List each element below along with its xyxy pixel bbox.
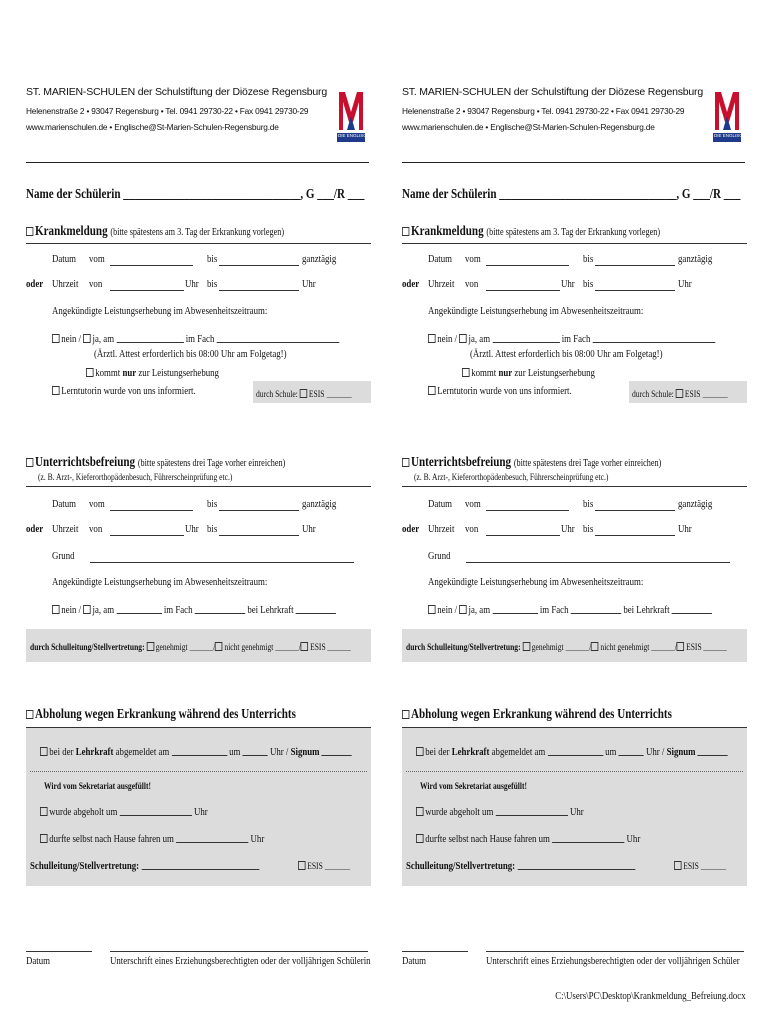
label-ganztaegig: ganztägig [302,499,337,510]
checkbox-nicht-genehmigt[interactable] [215,642,223,651]
label-von: von [465,524,479,535]
signature-date-line[interactable] [402,951,468,952]
checkbox-nein[interactable] [428,605,436,614]
school-address: Helenenstraße 2 • 93047 Regensburg • Tel. 0941 29730-22 • Fax 0941 29730-29 [402,106,685,116]
checkbox-esis[interactable] [298,861,306,870]
school-name: ST. MARIEN-SCHULEN der Schulstiftung der Diözese Regensburg [26,86,327,98]
label-datum-signature: Datum [26,956,51,967]
attest-note: (Ärztl. Attest erforderlich bis 08:00 Uhr am Folgetag!) [470,349,663,360]
field-datum-bis[interactable] [219,256,299,266]
label-angekuendigt: Angekündigte Leistungserhebung im Abwesenheitszeitraum: [52,306,268,317]
label-angekuendigt: Angekündigte Leistungserhebung im Abwesenheitszeitraum: [52,577,268,588]
checkbox-abgeholt[interactable] [416,807,424,816]
unterricht-sub: (z. B. Arzt-, Kieferorthopädenbesuch, Führerscheinprüfung etc.) [38,472,233,482]
checkbox-esis[interactable] [676,389,684,398]
label-vom: vom [465,254,481,265]
field-datum-vom[interactable] [486,256,569,266]
label-bis: bis [207,499,218,510]
school-address: Helenenstraße 2 • 93047 Regensburg • Tel. 0941 29730-22 • Fax 0941 29730-29 [26,106,309,116]
label-bis: bis [207,279,218,290]
label-datum-signature: Datum [402,956,427,967]
label-uhr: Uhr [678,524,692,535]
sekretariat-note: Wird vom Sekretariat ausgefüllt! [420,781,528,791]
label-oder: oder [26,279,44,290]
row-lerntutorin: Lerntutorin wurde von uns informiert. [52,386,196,397]
label-von: von [89,279,103,290]
label-unterschrift: Unterschrift eines Erziehungsberechtigten oder der volljährigen Schülerin [110,956,371,967]
row-durfte: durfte selbst nach Hause fahren um Uhr [416,833,640,845]
label-bis: bis [583,279,594,290]
signature-line[interactable] [486,951,744,952]
label-ganztaegig: ganztägig [678,254,713,265]
label-uhr: Uhr [561,279,575,290]
krankmeldung-title[interactable]: Krankmeldung (bitte spätestens am 3. Tag der Erkrankung vorlegen) [26,223,284,239]
checkbox-genehmigt[interactable] [146,642,154,651]
label-vom: vom [465,499,481,510]
field-datum-bis[interactable] [595,256,675,266]
checkbox-lerntutorin[interactable] [52,386,60,395]
row-nein-ja: nein / ja, am im Fach [428,333,715,345]
row-approval: durch Schulleitung/Stellvertretung: genehmigt / nicht genehmigt / ESIS [30,641,351,652]
krankmeldung-checkbox[interactable] [402,227,409,236]
row-kommt: kommt nur zur Leistungserhebung [86,368,219,379]
field-grund[interactable] [90,553,354,563]
field-datum-vom[interactable] [486,501,569,511]
checkbox-lehrkraft[interactable] [40,747,48,756]
row-nein-ja: nein / ja, am im Fach bei Lehrkraft [428,604,712,616]
unterricht-checkbox[interactable] [402,458,409,467]
name-line[interactable]: Name der Schülerin ________________________________, G ___/R ___ [26,186,365,201]
checkbox-esis[interactable] [674,861,682,870]
label-bis: bis [583,254,594,265]
field-uhr-bis[interactable] [595,281,675,291]
label-grund: Grund [52,551,75,562]
signature-date-line[interactable] [26,951,92,952]
name-line[interactable]: Name der Schülerin ________________________________, G ___/R ___ [402,186,741,201]
checkbox-ja[interactable] [83,605,91,614]
row-durch-schule: durch Schule: ESIS [632,388,728,399]
unterricht-sub: (z. B. Arzt-, Kieferorthopädenbesuch, Führerscheinprüfung etc.) [414,472,609,482]
logo-text: DIE ENGLISCHEN [714,133,753,138]
row-lerntutorin: Lerntutorin wurde von uns informiert. [428,386,572,397]
checkbox-ja[interactable] [459,334,467,343]
school-logo [713,86,753,142]
checkbox-esis[interactable] [301,642,309,651]
school-web: www.marienschulen.de • Englische@St-Marien-Schulen-Regensburg.de [26,122,279,132]
divider [402,243,747,244]
checkbox-nein[interactable] [52,605,60,614]
row-lehrkraft: bei der Lehrkraft abgemeldet am um Uhr / Signum [416,746,728,758]
field-datum-bis[interactable] [595,501,675,511]
checkbox-abgeholt[interactable] [40,807,48,816]
divider [402,486,747,487]
label-bis: bis [583,499,594,510]
label-uhr: Uhr [561,524,575,535]
label-oder: oder [402,279,420,290]
label-bis: bis [207,524,218,535]
label-von: von [89,524,103,535]
unterricht-title[interactable]: Unterrichtsbefreiung (bitte spätestens drei Tage vorher einreichen) [402,454,661,470]
row-lehrkraft: bei der Lehrkraft abgemeldet am um Uhr / Signum [40,746,352,758]
row-esis: ESIS [298,860,350,871]
dotted-separator [406,771,743,772]
divider [26,486,371,487]
checkbox-genehmigt[interactable] [522,642,530,651]
label-datum: Datum [428,254,453,265]
logo-text: DIE ENGLISCHEN [338,133,377,138]
header-rule [402,162,745,163]
field-datum-vom[interactable] [110,501,193,511]
label-uhrzeit: Uhrzeit [52,279,79,290]
field-datum-bis[interactable] [219,501,299,511]
krankmeldung-title[interactable]: Krankmeldung (bitte spätestens am 3. Tag der Erkrankung vorlegen) [402,223,660,239]
label-vom: vom [89,499,105,510]
label-uhr: Uhr [185,279,199,290]
label-bis: bis [583,524,594,535]
row-abgeholt: wurde abgeholt um Uhr [416,806,584,818]
checkbox-ja[interactable] [83,334,91,343]
label-ganztaegig: ganztägig [678,499,713,510]
abholung-title[interactable]: Abholung wegen Erkrankung während des Unterrichts [402,706,672,722]
row-abgeholt: wurde abgeholt um Uhr [40,806,208,818]
row-durch-schule: durch Schule: ESIS [256,388,352,399]
signature-line[interactable] [110,951,368,952]
field-uhr-von[interactable] [486,526,560,536]
row-nein-ja: nein / ja, am im Fach [52,333,339,345]
abholung-checkbox[interactable] [402,710,409,719]
label-uhr: Uhr [302,524,316,535]
field-datum-vom[interactable] [110,256,193,266]
field-uhr-bis[interactable] [219,526,299,536]
label-von: von [465,279,479,290]
attest-note: (Ärztl. Attest erforderlich bis 08:00 Uhr am Folgetag!) [94,349,287,360]
label-angekuendigt: Angekündigte Leistungserhebung im Abwesenheitszeitraum: [428,577,644,588]
abholung-title[interactable]: Abholung wegen Erkrankung während des Unterrichts [26,706,296,722]
checkbox-nein[interactable] [428,334,436,343]
file-path-footer: C:\Users\PC\Desktop\Krankmeldung_Befreiung.docx [555,991,746,1002]
school-web: www.marienschulen.de • Englische@St-Marien-Schulen-Regensburg.de [402,122,655,132]
checkbox-durfte[interactable] [416,834,424,843]
field-uhr-bis[interactable] [219,281,299,291]
label-uhrzeit: Uhrzeit [52,524,79,535]
label-bis: bis [207,254,218,265]
label-vom: vom [89,254,105,265]
label-ganztaegig: ganztägig [302,254,337,265]
abholung-checkbox[interactable] [26,710,33,719]
unterricht-checkbox[interactable] [26,458,33,467]
field-uhr-bis[interactable] [595,526,675,536]
label-uhrzeit: Uhrzeit [428,279,455,290]
label-oder: oder [26,524,44,535]
form-left [26,0,377,1024]
krankmeldung-checkbox[interactable] [26,227,33,236]
row-nein-ja: nein / ja, am im Fach bei Lehrkraft [52,604,336,616]
checkbox-esis[interactable] [677,642,685,651]
checkbox-lehrkraft[interactable] [416,747,424,756]
label-uhr: Uhr [302,279,316,290]
label-unterschrift: Unterschrift eines Erziehungsberechtigten oder der volljährigen Schüler [486,956,740,967]
label-angekuendigt: Angekündigte Leistungserhebung im Abwesenheitszeitraum: [428,306,644,317]
field-grund[interactable] [466,553,730,563]
checkbox-kommt[interactable] [86,368,94,377]
checkbox-nicht-genehmigt[interactable] [591,642,599,651]
label-datum: Datum [428,499,453,510]
row-durfte: durfte selbst nach Hause fahren um Uhr [40,833,264,845]
field-uhr-von[interactable] [110,281,184,291]
label-datum: Datum [52,254,77,265]
checkbox-esis[interactable] [300,389,308,398]
field-uhr-von[interactable] [486,281,560,291]
field-uhr-von[interactable] [110,526,184,536]
row-kommt: kommt nur zur Leistungserhebung [462,368,595,379]
school-logo [337,86,377,142]
checkbox-ja[interactable] [459,605,467,614]
label-oder: oder [402,524,420,535]
label-datum: Datum [52,499,77,510]
checkbox-nein[interactable] [52,334,60,343]
row-sl: Schulleitung/Stellvertretung: [30,860,259,872]
sekretariat-note: Wird vom Sekretariat ausgefüllt! [44,781,152,791]
label-uhrzeit: Uhrzeit [428,524,455,535]
form-right [402,0,753,1024]
row-esis: ESIS [674,860,726,871]
header-rule [26,162,369,163]
row-sl: Schulleitung/Stellvertretung: [406,860,635,872]
school-name: ST. MARIEN-SCHULEN der Schulstiftung der Diözese Regensburg [402,86,703,98]
checkbox-durfte[interactable] [40,834,48,843]
label-uhr: Uhr [185,524,199,535]
unterricht-title[interactable]: Unterrichtsbefreiung (bitte spätestens drei Tage vorher einreichen) [26,454,285,470]
checkbox-kommt[interactable] [462,368,470,377]
checkbox-lerntutorin[interactable] [428,386,436,395]
row-approval: durch Schulleitung/Stellvertretung: genehmigt / nicht genehmigt / ESIS [406,641,727,652]
label-grund: Grund [428,551,451,562]
divider [26,243,371,244]
dotted-separator [30,771,367,772]
label-uhr: Uhr [678,279,692,290]
